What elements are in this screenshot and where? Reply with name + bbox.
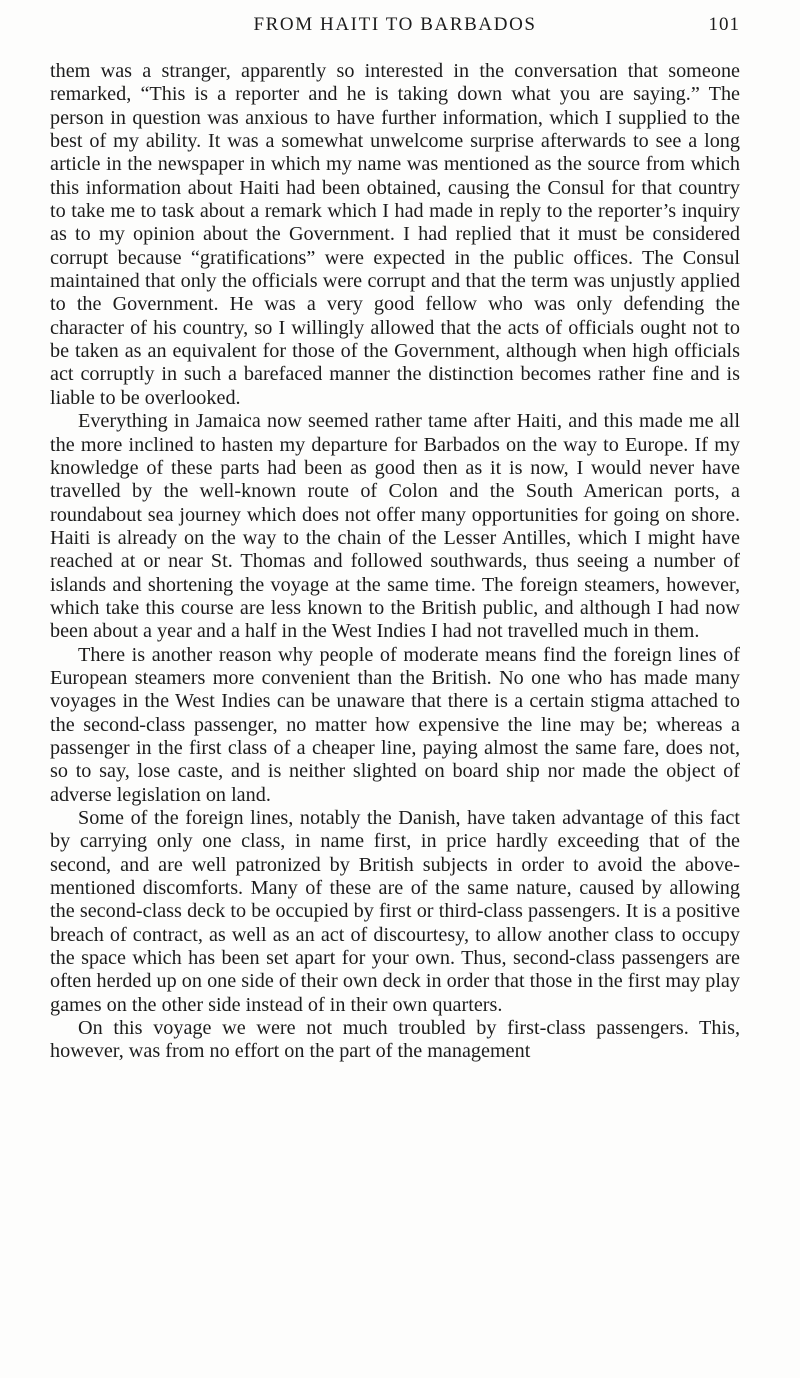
- running-head: [50, 14, 740, 44]
- paragraph-5: On this voyage we were not much troubled by first-class passengers. This, however, was from no effort on the part of the management: [50, 1017, 740, 1063]
- paragraph-3: There is another reason why people of moderate means find the foreign lines of European steamers more convenient than the British. No one who has made many voyages in the West Indies can be unaware that there is a certain stigma attached to the second-class passenger, no matter how expensive the line may be; whereas a passenger in the first class of a cheaper line, paying almost the same fare, does not, so to say, lose caste, and is neither slighted on board ship nor made the object of adverse legislation on land.: [50, 643, 740, 806]
- paragraph-4: Some of the foreign lines, notably the Danish, have taken advantage of this fact by carrying only one class, in name first, in price hardly exceeding that of the second, and are well patronized by British subjects in order to avoid the above-mentioned discomforts. Many of these are of the same nature, caused by allowing the second-class deck to be occupied by first or third-class passengers. It is a positive breach of contract, as well as an act of discourtesy, to allow another class to occupy the space which has been set apart for your own. Thus, second-class passengers are often herded up on one side of their own deck in order that those in the first may play games on the other side instead of in their own quarters.: [50, 807, 740, 1016]
- paragraph-2: Everything in Jamaica now seemed rather tame after Haiti, and this made me all the more inclined to hasten my departure for Barbados on the way to Europe. If my knowledge of these parts had been as good then as it is now, I would never have travelled by the well-known route of Colon and the South American ports, a roundabout sea journey which does not offer many opportunities for going on shore. Haiti is already on the way to the chain of the Lesser Antilles, which I might have reached at or near St. Thomas and followed southwards, thus seeing a number of islands and shortening the voyage at the same time. The foreign steamers, however, which take this course are less known to the British public, and although I had now been about a year and a half in the West Indies I had not travelled much in them.: [50, 410, 740, 643]
- running-title: FROM HAITI TO BARBADOS: [253, 14, 537, 35]
- page-number: 101: [708, 14, 740, 35]
- paragraph-1: them was a stranger, apparently so interested in the conversation that someone remarked, “This is a reporter and he is taking down what you are saying.” The person in question was anxious to have further information, which I supplied to the best of my ability. It was a somewhat unwelcome surprise afterwards to see a long article in the newspaper in which my name was mentioned as the source from which this information about Haiti had been obtained, causing the Consul for that country to take me to task about a remark which I had made in reply to the reporter’s inquiry as to my opinion about the Government. I had replied that it must be considered corrupt because “gratifications” were expected in the public offices. The Consul maintained that only the officials were corrupt and that the term was unjustly applied to the Government. He was a very good fellow who was only defending the character of his country, so I willingly allowed that the acts of officials ought not to be taken as an equivalent for those of the Government, although when high officials act corruptly in such a barefaced manner the distinction becomes rather fine and is liable to be overlooked.: [50, 60, 740, 409]
- body-text: [50, 60, 740, 1064]
